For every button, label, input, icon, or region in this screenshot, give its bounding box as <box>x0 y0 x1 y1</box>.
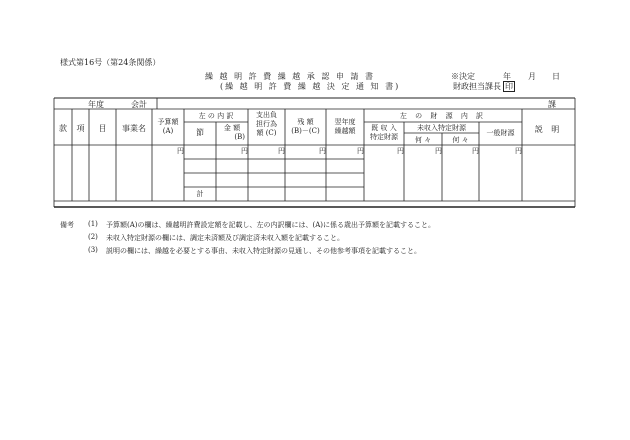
note-text: 説明の欄には、繰越を必要とする事由、未収入特定財源の見通し、その他参考事項を記載すること。 <box>106 247 421 255</box>
col-kou: 項 <box>76 124 85 133</box>
decision-year-label: 年 <box>503 72 511 81</box>
unit-yen: 円 <box>357 147 364 155</box>
note-text: 予算額(A)の欄は、繰越明許費設定額を記載し、左の内訳欄には、(A)に係る歳出予算額を記載すること。 <box>106 221 436 229</box>
col-what-1: 何 々 <box>414 136 432 144</box>
source-header: 左 の 財 源 内 訳 <box>399 112 487 120</box>
decision-month-label: 月 <box>528 72 536 81</box>
breakdown-header: 左 の 内 訳 <box>198 112 234 120</box>
decision-label: ※決定 <box>451 72 475 81</box>
approver-label: 財政担当課長 <box>453 82 501 91</box>
decision-day-label: 日 <box>552 72 560 81</box>
col-amount: 金 額 (B) <box>223 124 245 141</box>
form-subtitle: (繰 越 明 許 費 繰 越 決 定 通 知 書) <box>220 82 401 91</box>
account-label: 会計 <box>131 100 147 109</box>
unit-yen: 円 <box>177 147 184 155</box>
unit-yen: 円 <box>515 147 522 155</box>
note-number: (1) <box>88 220 98 228</box>
col-unreceived: 未収入特定財源 <box>417 124 466 132</box>
unit-yen: 円 <box>472 147 479 155</box>
form-number: 様式第16号（第24条関係） <box>60 58 161 67</box>
form-title: 繰 越 明 許 費 繰 越 承 認 申 請 書 <box>205 72 375 81</box>
col-description: 説 明 <box>534 125 563 134</box>
note-number: (3) <box>88 246 98 254</box>
note-number: (2) <box>88 233 98 241</box>
col-project: 事業名 <box>122 124 146 133</box>
department-label: 課 <box>548 100 556 109</box>
col-kan: 款 <box>59 124 67 133</box>
notes-label: 備考 <box>60 221 74 229</box>
col-existing-revenue: 既 収 入 特定財源 <box>370 124 398 141</box>
col-section: 節 <box>196 128 204 137</box>
col-expense: 支出負 担行為 額 (C) <box>256 111 277 137</box>
fiscal-year-label: 年度 <box>88 100 104 109</box>
col-what-2: 何 々 <box>452 136 469 144</box>
col-balance: 残 額 (B)－(C) <box>291 118 320 135</box>
col-budget: 予算額 (A) <box>157 118 179 135</box>
col-moku: 目 <box>98 124 107 133</box>
unit-yen: 円 <box>435 147 442 155</box>
seal-mark: 印 <box>505 82 513 91</box>
note-text: 未収入特定財源の欄には、調定未済額及び調定済未収入額を記載すること。 <box>106 234 344 242</box>
unit-yen: 円 <box>241 147 248 155</box>
col-carryover: 翌年度 繰越額 <box>334 118 356 135</box>
col-general: 一般財源 <box>486 129 515 137</box>
unit-yen: 円 <box>319 147 326 155</box>
total-label: 計 <box>196 190 204 198</box>
unit-yen: 円 <box>278 147 285 155</box>
unit-yen: 円 <box>397 147 404 155</box>
